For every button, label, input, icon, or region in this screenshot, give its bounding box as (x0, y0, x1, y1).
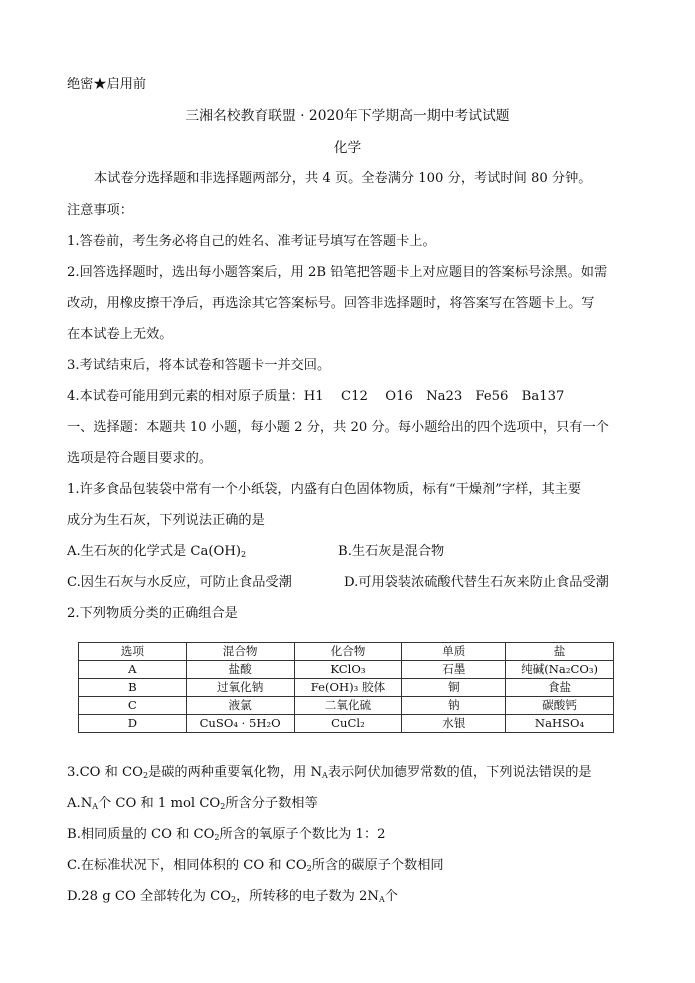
exam-intro: 本试卷分选择题和非选择题两部分，共 4 页。全卷满分 100 分，考试时间 80 分钟。 (94, 171, 592, 186)
table-header-cell: 混合物 (186, 643, 294, 661)
table-cell: Fe(OH)₃ 胶体 (294, 679, 402, 697)
table-cell: B (79, 679, 187, 697)
classification-table (78, 642, 614, 733)
table-cell: 铜 (402, 679, 506, 697)
table-cell: CuSO₄ · 5H₂O (186, 715, 294, 733)
q3-option-d: D.28 g CO 全部转化为 $CO_2$，所转移的电子数为 $2N_A$个 (67, 889, 398, 904)
table-cell: 纯碱(Na₂CO₃) (506, 661, 614, 679)
section-1-heading-line-2: 选项是符合题目要求的。 (67, 451, 213, 466)
q3-stem: 3.CO 和 $CO_2$是碳的两种重要氧化物，用 $N_A$表示阿伏加德罗常数的值，下列说法错误的是 (67, 765, 592, 780)
note-2-line-3: 在本试卷上无效。 (67, 327, 173, 342)
table-cell: D (79, 715, 187, 733)
q1-option-d: D.可用袋装浓硫酸代替生石灰来防止食品受潮 (344, 575, 609, 590)
table-cell: 二氧化硫 (294, 697, 402, 715)
table-cell: NaHSO₄ (506, 715, 614, 733)
q3-option-c: C.在标准状况下，相同体积的 CO 和 $CO_2$所含的碳原子个数相同 (67, 858, 444, 873)
section-1-heading-line-1: 一、选择题：本题共 10 小题，每小题 2 分，共 20 分。每小题给出的四个选项中，只有一个 (67, 420, 609, 435)
q1-stem-line-2: 成分为生石灰，下列说法正确的是 (67, 513, 265, 528)
table-cell: 石墨 (402, 661, 506, 679)
table-cell: 过氧化钠 (186, 679, 294, 697)
subject-title: 化学 (333, 140, 362, 156)
table-header-row (79, 643, 614, 661)
table-row (79, 697, 614, 715)
q3-option-a: $A.N_A$个 CO 和 1 mol $CO_2$所含分子数相等 (67, 796, 318, 811)
table-header-cell: 化合物 (294, 643, 402, 661)
q1-stem-line-1: 1.许多食品包装袋中常有一个小纸袋，内盛有白色固体物质，标有“干燥剂”字样，其主要 (67, 482, 581, 497)
note-2-line-1: 2.回答选择题时，选出每小题答案后，用 2B 铅笔把答题卡上对应题目的答案标号涂黑。如需 (67, 265, 608, 280)
table-header-cell: 盐 (506, 643, 614, 661)
note-1: 1.答卷前，考生务必将自己的姓名、准考证号填写在答题卡上。 (67, 234, 436, 249)
table-cell: CuCl₂ (294, 715, 402, 733)
q1-option-b: B.生石灰是混合物 (338, 544, 445, 559)
note-2-line-2: 改动，用橡皮擦干净后，再选涂其它答案标号。回答非选择题时，将答案写在答题卡上。写 (67, 296, 595, 311)
q3-option-b: B.相同质量的 CO 和 $CO_2$所含的氧原子个数比为 1：2 (67, 827, 386, 842)
table-row (79, 715, 614, 733)
exam-title: 三湘名校教育联盟 · 2020年下学期高一期中考试试题 (185, 108, 510, 124)
q1-option-c: C.因生石灰与水反应，可防止食品受潮 (67, 575, 292, 590)
table-header-cell: 单质 (402, 643, 506, 661)
table-cell: KClO₃ (294, 661, 402, 679)
table-cell: 水银 (402, 715, 506, 733)
table-cell: 盐酸 (186, 661, 294, 679)
table-header-cell: 选项 (79, 643, 187, 661)
note-4: 4.本试卷可能用到元素的相对原子质量：H1 C12 O16 Na23 Fe56 Ba137 (67, 389, 565, 404)
note-3: 3.考试结束后，将本试卷和答题卡一并交回。 (67, 358, 331, 373)
notes-heading: 注意事项： (67, 203, 133, 218)
table-row (79, 661, 614, 679)
table-cell: C (79, 697, 187, 715)
q2-stem: 2.下列物质分类的正确组合是 (67, 606, 238, 621)
q1-option-a: A.生石灰的化学式是 $Ca(OH)_2$ (67, 544, 247, 559)
table-cell: 食盐 (506, 679, 614, 697)
table-row (79, 679, 614, 697)
table-cell: A (79, 661, 187, 679)
table-cell: 碳酸钙 (506, 697, 614, 715)
table-cell: 液氯 (186, 697, 294, 715)
confidential-mark: 绝密★启用前 (67, 77, 147, 92)
table-cell: 钠 (402, 697, 506, 715)
